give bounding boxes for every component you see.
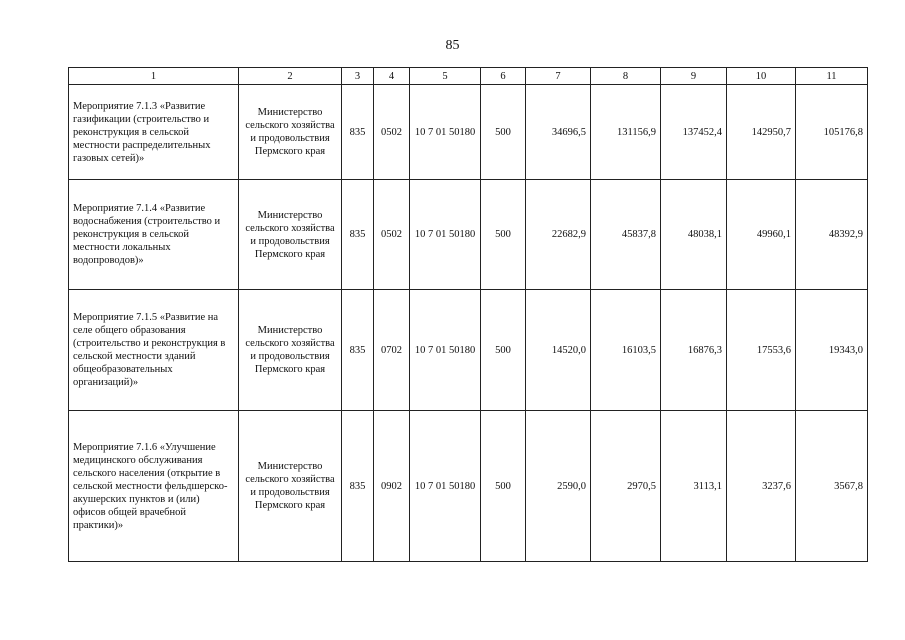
ministry-name: Министерство сельского хозяйства и продовольствия Пермского края bbox=[239, 85, 342, 180]
section-code: 0502 bbox=[374, 180, 410, 290]
column-header: 8 bbox=[591, 68, 661, 85]
column-header: 1 bbox=[69, 68, 239, 85]
table-row bbox=[69, 85, 868, 180]
expense-type-code: 500 bbox=[481, 85, 526, 180]
column-header: 6 bbox=[481, 68, 526, 85]
amount-col-10: 17553,6 bbox=[727, 290, 796, 411]
column-header: 11 bbox=[796, 68, 868, 85]
column-header: 9 bbox=[661, 68, 727, 85]
amount-col-11: 3567,8 bbox=[796, 411, 868, 562]
column-header: 5 bbox=[410, 68, 481, 85]
budget-table bbox=[68, 67, 868, 562]
amount-col-11: 105176,8 bbox=[796, 85, 868, 180]
grbs-code: 835 bbox=[342, 180, 374, 290]
target-article-code: 10 7 01 50180 bbox=[410, 411, 481, 562]
section-code: 0702 bbox=[374, 290, 410, 411]
activity-name: Мероприятие 7.1.5 «Развитие на селе общего образования (строительство и реконструкция в сельской местности зданий общеобразовательных организаций)» bbox=[69, 290, 239, 411]
grbs-code: 835 bbox=[342, 85, 374, 180]
amount-col-10: 142950,7 bbox=[727, 85, 796, 180]
table-row bbox=[69, 411, 868, 562]
amount-col-8: 16103,5 bbox=[591, 290, 661, 411]
expense-type-code: 500 bbox=[481, 180, 526, 290]
amount-col-11: 19343,0 bbox=[796, 290, 868, 411]
column-header: 2 bbox=[239, 68, 342, 85]
amount-col-8: 131156,9 bbox=[591, 85, 661, 180]
target-article-code: 10 7 01 50180 bbox=[410, 290, 481, 411]
amount-col-9: 16876,3 bbox=[661, 290, 727, 411]
amount-col-7: 14520,0 bbox=[526, 290, 591, 411]
target-article-code: 10 7 01 50180 bbox=[410, 85, 481, 180]
amount-col-9: 48038,1 bbox=[661, 180, 727, 290]
ministry-name: Министерство сельского хозяйства и продовольствия Пермского края bbox=[239, 411, 342, 562]
activity-name: Мероприятие 7.1.6 «Улучшение медицинского обслуживания сельского населения (открытие в сельской местности фельдшерско-акушерских пунктов и (или) офисов общей врачебной практики)» bbox=[69, 411, 239, 562]
amount-col-7: 34696,5 bbox=[526, 85, 591, 180]
column-header: 4 bbox=[374, 68, 410, 85]
column-header: 3 bbox=[342, 68, 374, 85]
amount-col-9: 3113,1 bbox=[661, 411, 727, 562]
section-code: 0902 bbox=[374, 411, 410, 562]
amount-col-8: 2970,5 bbox=[591, 411, 661, 562]
activity-name: Мероприятие 7.1.3 «Развитие газификации (строительство и реконструкция в сельской местности распределительных газовых сетей)» bbox=[69, 85, 239, 180]
ministry-name: Министерство сельского хозяйства и продовольствия Пермского края bbox=[239, 180, 342, 290]
table-row bbox=[69, 290, 868, 411]
ministry-name: Министерство сельского хозяйства и продовольствия Пермского края bbox=[239, 290, 342, 411]
page-number: 85 bbox=[445, 38, 460, 53]
amount-col-8: 45837,8 bbox=[591, 180, 661, 290]
expense-type-code: 500 bbox=[481, 290, 526, 411]
amount-col-10: 3237,6 bbox=[727, 411, 796, 562]
amount-col-10: 49960,1 bbox=[727, 180, 796, 290]
amount-col-11: 48392,9 bbox=[796, 180, 868, 290]
column-header: 10 bbox=[727, 68, 796, 85]
grbs-code: 835 bbox=[342, 290, 374, 411]
target-article-code: 10 7 01 50180 bbox=[410, 180, 481, 290]
column-header: 7 bbox=[526, 68, 591, 85]
amount-col-9: 137452,4 bbox=[661, 85, 727, 180]
section-code: 0502 bbox=[374, 85, 410, 180]
amount-col-7: 2590,0 bbox=[526, 411, 591, 562]
expense-type-code: 500 bbox=[481, 411, 526, 562]
activity-name: Мероприятие 7.1.4 «Развитие водоснабжения (строительство и реконструкция в сельской местности локальных водопроводов)» bbox=[69, 180, 239, 290]
amount-col-7: 22682,9 bbox=[526, 180, 591, 290]
table-row bbox=[69, 180, 868, 290]
grbs-code: 835 bbox=[342, 411, 374, 562]
header-row bbox=[69, 68, 868, 85]
